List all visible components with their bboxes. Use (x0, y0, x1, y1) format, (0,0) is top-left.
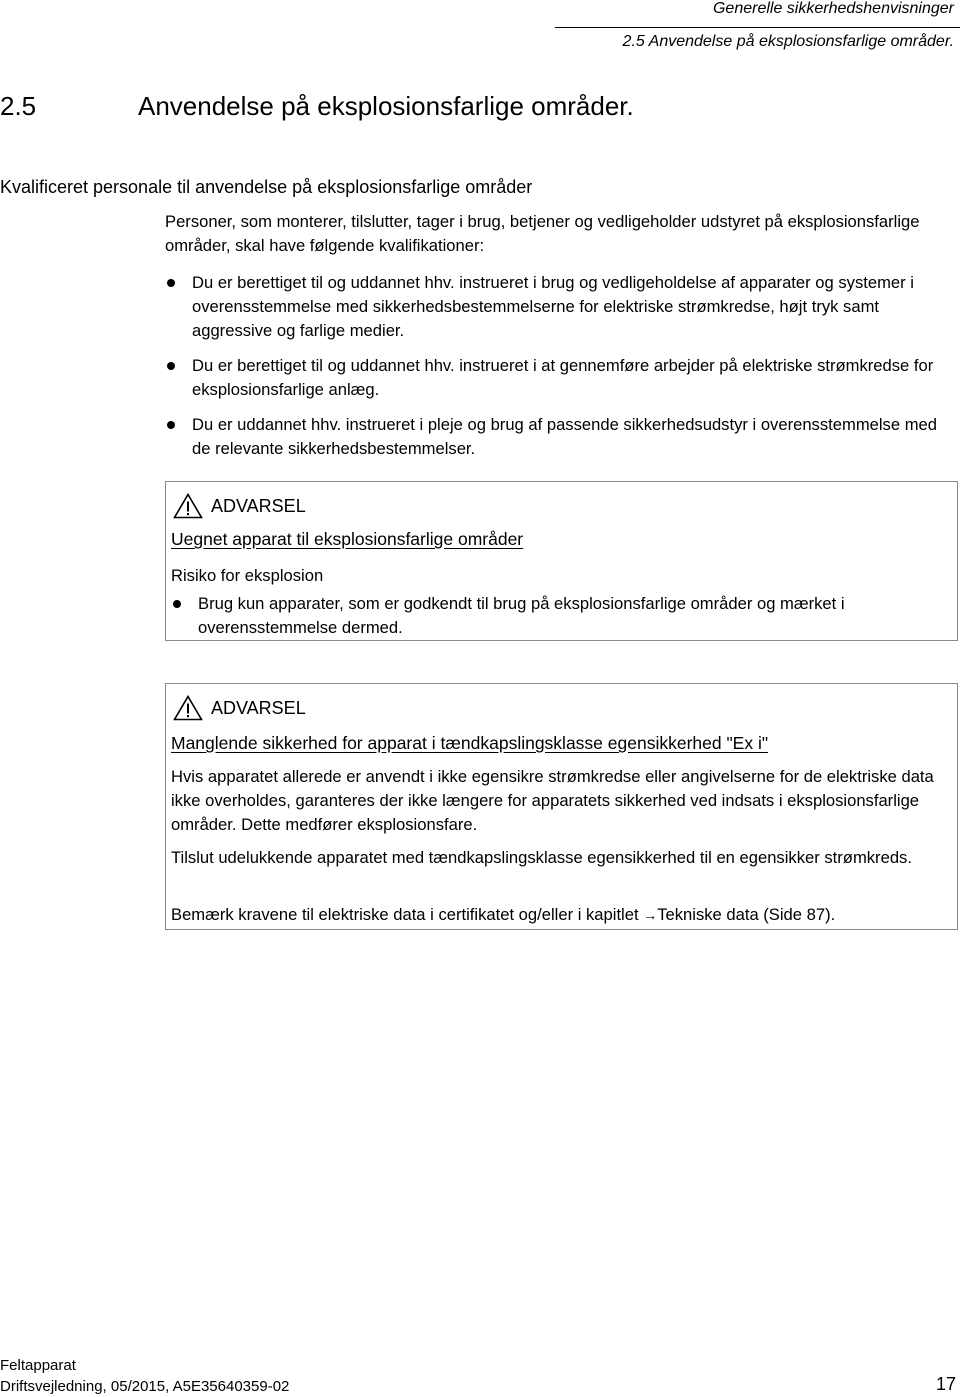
footer-document: Driftsvejledning, 05/2015, A5E35640359-02 (0, 1378, 290, 1395)
warning-title: Manglende sikkerhed for apparat i tændkapslingsklasse egensikkerhed "Ex i" (171, 733, 769, 753)
bullet-icon (167, 362, 175, 370)
list-item (165, 413, 955, 461)
footer-product: Feltapparat (0, 1357, 76, 1374)
link-arrow-icon: → (643, 907, 658, 923)
section-title-text: Anvendelse på eksplosionsfarlige områder. (138, 91, 634, 121)
list-item (165, 354, 955, 402)
list-item-text: Du er berettiget til og uddannet hhv. instrueret i brug og vedligeholdelse af apparater og systemer i overensstemmelse med sikkerhedsbestemmelserne for elektriske strømkredse, højt tryk samt aggressive og farlige medier. (192, 273, 914, 340)
qualified-personnel-intro: Personer, som monterer, tilslutter, tager i brug, betjener og vedligeholder udstyret på eksplosionsfarlige områder, skal have følgende kvalifikationer: (165, 212, 920, 255)
list-item-text: Du er berettiget til og uddannet hhv. instrueret i at gennemføre arbejder på elektriske strømkredse for eksplosionsfarlige anlæg. (192, 356, 934, 399)
running-header-chapter: Generelle sikkerhedshenvisninger (712, 0, 954, 17)
note-suffix: . (830, 905, 836, 924)
warning-paragraph: Hvis apparatet allerede er anvendt i ikke egensikre strømkredse eller angivelserne for de elektriske data ikke overholdes, garanteres der ikke længere for apparatets sikkerhed ved indsats i eksplosionsfarlige områder. Dette medfører eksplosionsfare. (171, 767, 934, 834)
running-header-section: 2.5 Anvendelse på eksplosionsfarlige områder. (622, 33, 954, 50)
list-item-text: Brug kun apparater, som er godkendt til brug på eksplosionsfarlige områder og mærket i overensstemmelse dermed. (198, 594, 845, 637)
warning-box-unsuitable-device (165, 481, 958, 641)
warning-note (171, 903, 951, 927)
note-text: Bemærk kravene til elektriske data i certifikatet og/eller i kapitlet (171, 905, 644, 924)
warning-title: Uegnet apparat til eksplosionsfarlige områder (171, 529, 524, 549)
warning-header (173, 693, 306, 723)
list-item-text: Du er uddannet hhv. instrueret i pleje og brug af passende sikkerhedsudstyr i overensstemmelse med de relevante sikkerhedsbestemmelser. (192, 415, 937, 458)
footer-info (0, 1355, 289, 1397)
signal-word: ADVARSEL (211, 495, 306, 516)
bullet-icon (173, 600, 181, 608)
page-number: 17 (935, 1374, 956, 1394)
warning-header (173, 491, 306, 521)
warning-risk-text: Risiko for eksplosion (171, 566, 324, 585)
header-rule (555, 27, 960, 28)
bullet-icon (167, 279, 175, 287)
qualified-personnel-heading: Kvalificeret personale til anvendelse på eksplosionsfarlige områder (0, 177, 533, 197)
warning-paragraph: Tilslut udelukkende apparatet med tændkapslingsklasse egensikkerhed til en egensikker strømkreds. (171, 848, 912, 867)
qualification-list (165, 271, 955, 472)
technical-data-link[interactable]: Tekniske data (Side 87) (657, 905, 831, 924)
section-number: 2.5 (0, 91, 37, 121)
warning-measure-list (171, 592, 956, 640)
signal-word: ADVARSEL (211, 697, 306, 718)
bullet-icon (167, 421, 175, 429)
list-item (171, 592, 956, 640)
list-item (165, 271, 955, 343)
warning-triangle-icon (173, 493, 203, 519)
warning-triangle-icon (173, 695, 203, 721)
section-title (0, 91, 634, 122)
warning-box-intrinsic-safety (165, 683, 958, 930)
